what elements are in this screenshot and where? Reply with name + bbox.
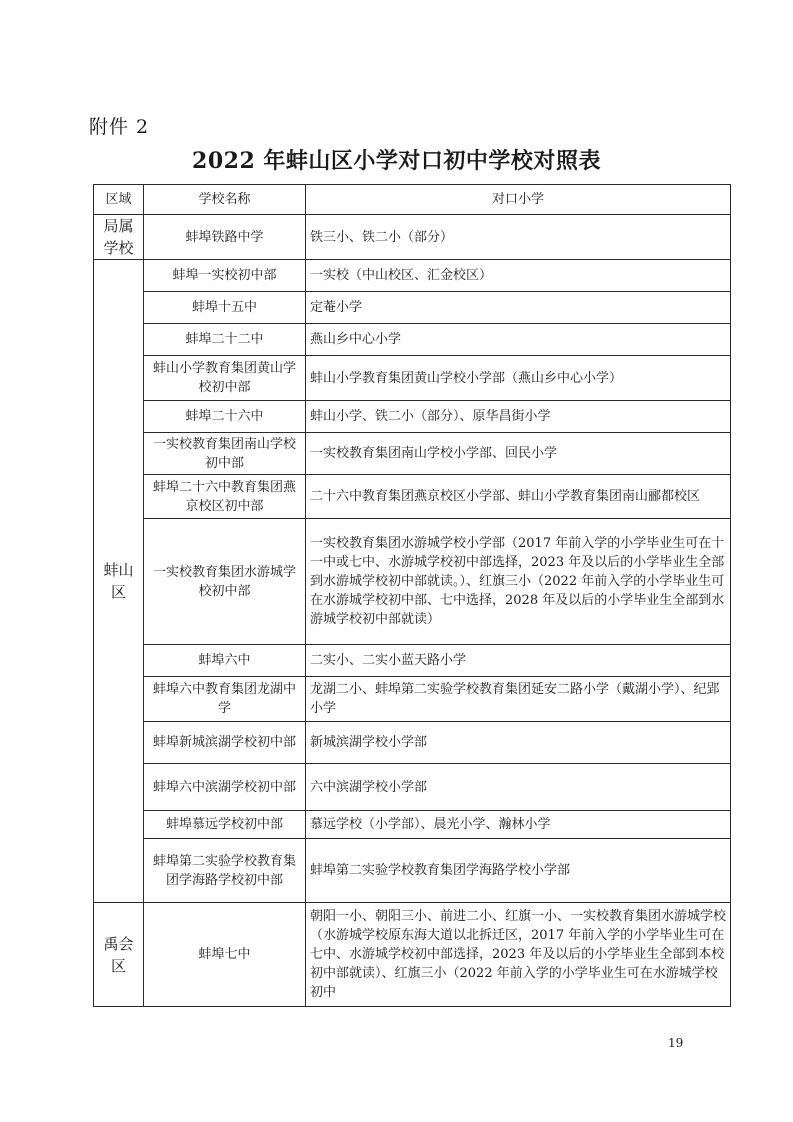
primary-cell: 慕远学校（小学部）、晨光小学、瀚林小学 xyxy=(306,811,731,839)
school-cell: 蚌埠二十六中 xyxy=(144,401,306,433)
school-cell: 蚌埠六中教育集团龙湖中学 xyxy=(144,677,306,722)
primary-cell: 新城滨湖学校小学部 xyxy=(306,722,731,764)
primary-cell: 一实校（中山校区、汇金校区） xyxy=(306,260,731,292)
table-row xyxy=(94,811,731,839)
page-title: 2022 年蚌山区小学对口初中学校对照表 xyxy=(192,148,601,174)
school-cell: 蚌埠慕远学校初中部 xyxy=(144,811,306,839)
primary-cell: 定菴小学 xyxy=(306,292,731,324)
primary-cell: 蚌埠第二实验学校教育集团学海路学校小学部 xyxy=(306,839,731,903)
primary-cell: 燕山乡中心小学 xyxy=(306,324,731,356)
school-cell: 蚌埠七中 xyxy=(144,903,306,1007)
primary-cell: 一实校教育集团水游城学校小学部（2017 年前入学的小学毕业生可在十一中或七中、水游城学校初中部选择，2023 年及以后的小学毕业生全部到水游城学校初中部就读。）、红旗三小（2022 年前入学的小学毕业生可在水游城学校初中部、七中选择，2028 年及以后的小学毕业生全部到水游城学校初中部就读） xyxy=(306,519,731,645)
school-cell: 一实校教育集团水游城学校初中部 xyxy=(144,519,306,645)
school-cell: 蚌埠二十二中 xyxy=(144,324,306,356)
column-header-school: 学校名称 xyxy=(144,185,306,215)
table-row xyxy=(94,677,731,722)
school-cell: 蚌埠二十六中教育集团燕京校区初中部 xyxy=(144,475,306,519)
school-cell: 蚌埠第二实验学校教育集团学海路学校初中部 xyxy=(144,839,306,903)
primary-cell: 二实小、二实小蓝天路小学 xyxy=(306,645,731,677)
table-row xyxy=(94,645,731,677)
primary-cell: 朝阳一小、朝阳三小、前进二小、红旗一小、一实校教育集团水游城学校（水游城学校原东海大道以北拆迁区，2017 年前入学的小学毕业生可在七中、水游城学校初中部选择，2023 年及以后的小学毕业生全部到本校初中部就读）、红旗三小（2022 年前入学的小学毕业生可在水游城学校初中 xyxy=(306,903,731,1007)
school-cell: 蚌埠六中 xyxy=(144,645,306,677)
table-row xyxy=(94,764,731,811)
table-row xyxy=(94,401,731,433)
region-cell: 禹会区 xyxy=(94,903,144,1007)
page-number: 19 xyxy=(668,1036,684,1050)
region-cell: 蚌山区 xyxy=(94,260,144,903)
table-row xyxy=(94,839,731,903)
primary-cell: 龙湖二小、蚌埠第二实验学校教育集团延安二路小学（戴湖小学）、纪郢小学 xyxy=(306,677,731,722)
school-cell: 蚌埠一实校初中部 xyxy=(144,260,306,292)
school-cell: 蚌山小学教育集团黄山学校初中部 xyxy=(144,356,306,401)
school-cell: 蚌埠十五中 xyxy=(144,292,306,324)
column-header-primary: 对口小学 xyxy=(306,185,731,215)
school-cell: 蚌埠铁路中学 xyxy=(144,215,306,260)
table-row xyxy=(94,519,731,645)
table-row xyxy=(94,722,731,764)
primary-cell: 六中滨湖学校小学部 xyxy=(306,764,731,811)
attachment-label: 附件 2 xyxy=(89,116,150,138)
region-cell: 局属学校 xyxy=(94,215,144,260)
table-row xyxy=(94,433,731,475)
primary-cell: 二十六中教育集团燕京校区小学部、蚌山小学教育集团南山郦都校区 xyxy=(306,475,731,519)
table-row xyxy=(94,324,731,356)
school-cell: 一实校教育集团南山学校初中部 xyxy=(144,433,306,475)
table-row xyxy=(94,356,731,401)
primary-cell: 一实校教育集团南山学校小学部、回民小学 xyxy=(306,433,731,475)
table-row xyxy=(94,292,731,324)
table-row xyxy=(94,475,731,519)
school-cell: 蚌埠六中滨湖学校初中部 xyxy=(144,764,306,811)
table-row xyxy=(94,260,731,292)
primary-cell: 蚌山小学、铁二小（部分）、原华昌街小学 xyxy=(306,401,731,433)
table-row xyxy=(94,903,731,1007)
school-mapping-table xyxy=(93,184,731,1007)
table-header-row xyxy=(94,185,731,215)
school-cell: 蚌埠新城滨湖学校初中部 xyxy=(144,722,306,764)
primary-cell: 铁三小、铁二小（部分） xyxy=(306,215,731,260)
primary-cell: 蚌山小学教育集团黄山学校小学部（燕山乡中心小学） xyxy=(306,356,731,401)
table-row xyxy=(94,215,731,260)
column-header-region: 区域 xyxy=(94,185,144,215)
